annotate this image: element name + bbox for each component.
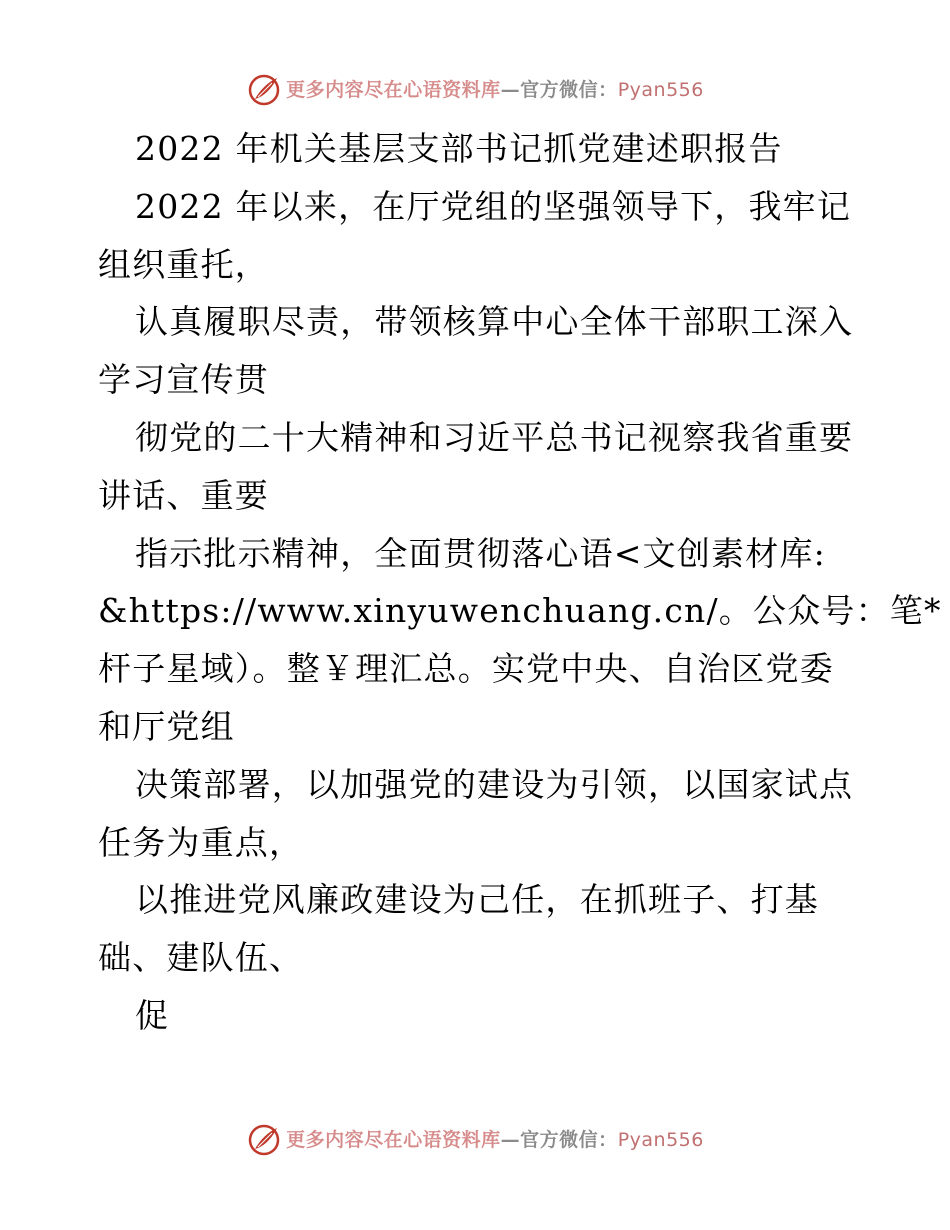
header-watermark	[0, 70, 950, 110]
text-line: 学习宣传贯	[98, 360, 269, 400]
text-line: 以推进党风廉政建设为己任，在抓班子、打基	[135, 880, 819, 920]
watermark-text-main: 更多内容尽在心语资料库	[286, 78, 501, 101]
feather-pen-logo-icon	[246, 1122, 282, 1158]
watermark-text-wechat-label: —官方微信：	[500, 1128, 618, 1151]
text-line: 讲话、重要	[98, 475, 269, 515]
text-line: 任务为重点，	[98, 822, 304, 862]
text-line: &https://www.xinyuwenchuang.cn/。公众号：笔*	[98, 591, 942, 631]
text-line: 2022 年以来，在厅党组的坚强领导下，我牢记	[135, 186, 852, 226]
document-title: 2022 年机关基层支部书记抓党建述职报告	[135, 129, 783, 168]
text-line: 认真履职尽责，带领核算中心全体干部职工深入	[135, 302, 854, 342]
text-line: 组织重托，	[98, 244, 269, 284]
watermark-text-wechat-id: Pyan556	[617, 78, 704, 101]
text-line: 决策部署，以加强党的建设为引领，以国家试点	[135, 764, 854, 804]
footer-watermark	[0, 1120, 950, 1160]
watermark-text-main: 更多内容尽在心语资料库	[286, 1128, 501, 1151]
text-line: 杆子星域）。整￥理汇总。实党中央、自治区党委	[98, 649, 834, 689]
watermark-text-wechat-id: Pyan556	[617, 1128, 704, 1151]
text-line: 彻党的二十大精神和习近平总书记视察我省重要	[135, 417, 854, 457]
text-line: 础、建队伍、	[98, 938, 304, 978]
watermark-text-wechat-label: —官方微信：	[500, 78, 618, 101]
feather-pen-logo-icon	[246, 72, 282, 108]
document-body	[98, 120, 942, 1045]
text-line: 指示批示精神，全面贯彻落心语<文创素材库:	[135, 533, 826, 573]
text-line: 和厅党组	[98, 706, 235, 746]
text-line: 促	[135, 995, 170, 1035]
